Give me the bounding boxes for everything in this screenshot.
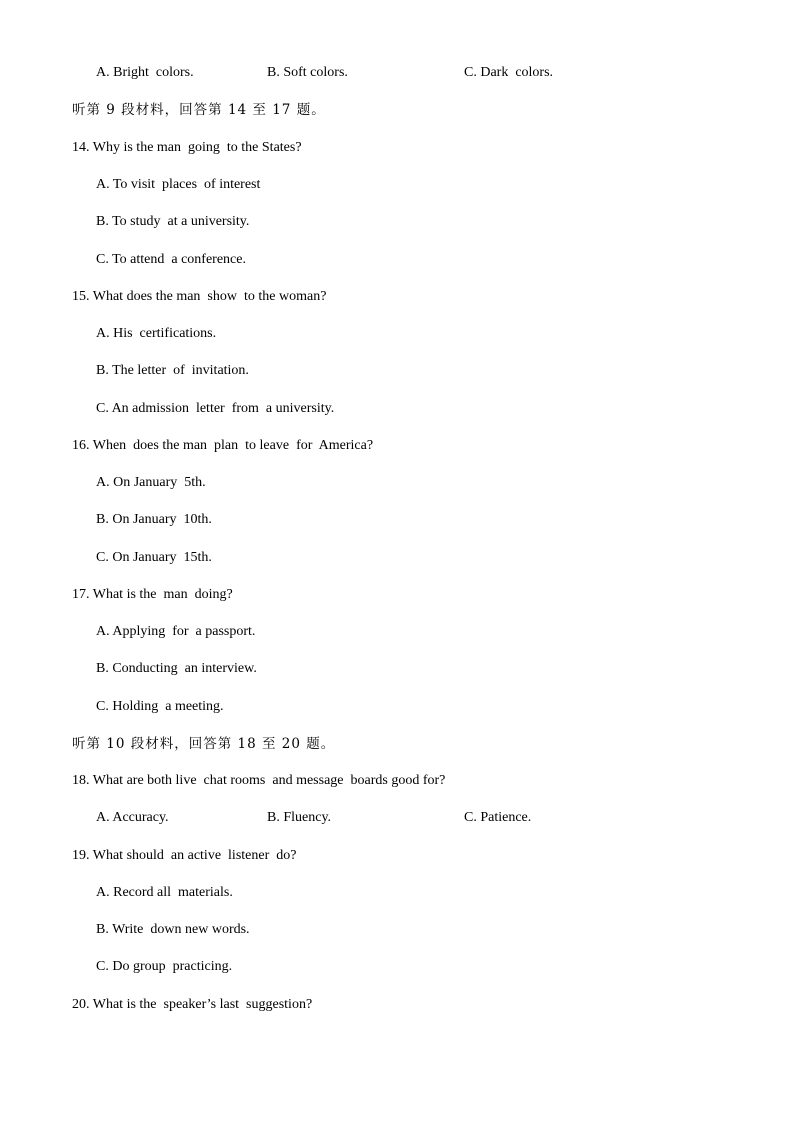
q15-option-b: B. The letter of invitation. [96,363,249,378]
q14-option-b: B. To study at a university. [96,214,250,229]
q17-option-c: C. Holding a meeting. [96,699,224,714]
q18-question: 18. What are both live chat rooms and message boards good for? [72,773,446,788]
q15-option-c: C. An admission letter from a university. [96,401,335,416]
q18-option-c: C. Patience. [464,810,532,825]
q18-option-b: B. Fluency. [267,810,332,825]
q16-option-a: A. On January 5th. [96,475,206,490]
q18-option-a: A. Accuracy. [96,810,169,825]
q17-option-b: B. Conducting an interview. [96,661,257,676]
q19-question: 19. What should an active listener do? [72,848,297,863]
section-9-heading: 听第 9 段材料，回答第 14 至 17 题。 [72,102,326,118]
q19-option-a: A. Record all materials. [96,885,233,900]
q14-option-a: A. To visit places of interest [96,177,261,192]
section-10-heading: 听第 10 段材料，回答第 18 至 20 题。 [72,736,336,752]
q15-question: 15. What does the man show to the woman? [72,289,327,304]
q14-option-c: C. To attend a conference. [96,252,246,267]
q19-option-b: B. Write down new words. [96,922,250,937]
q16-option-c: C. On January 15th. [96,550,212,565]
q14-question: 14. Why is the man going to the States? [72,140,302,155]
q19-option-c: C. Do group practicing. [96,959,233,974]
q16-option-b: B. On January 10th. [96,512,212,527]
q15-option-a: A. His certifications. [96,326,217,341]
q16-question: 16. When does the man plan to leave for America? [72,438,374,453]
q13-option-b: B. Soft colors. [267,65,348,80]
q13-option-a: A. Bright colors. [96,65,194,80]
q17-question: 17. What is the man doing? [72,587,233,602]
q20-question: 20. What is the speaker’s last suggestion? [72,997,313,1012]
q13-option-c: C. Dark colors. [464,65,554,80]
q17-option-a: A. Applying for a passport. [96,624,256,639]
